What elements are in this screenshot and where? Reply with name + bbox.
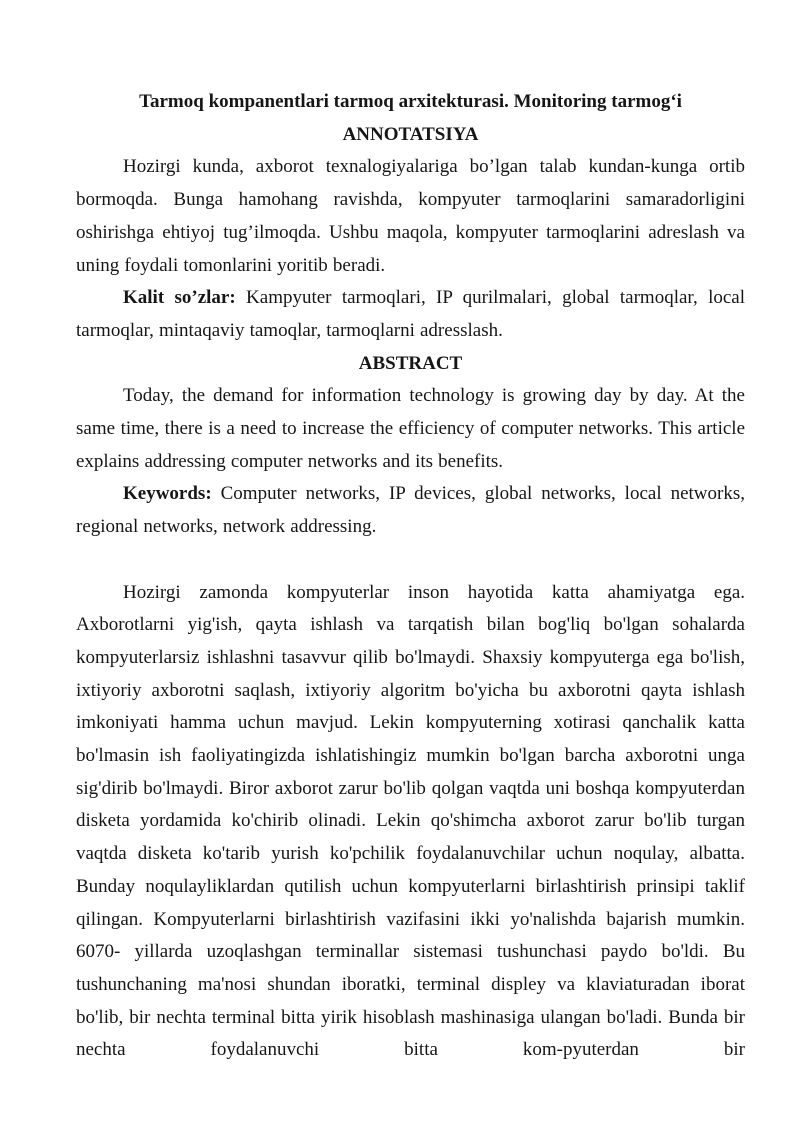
keywords-text: Computer networks, IP devices, global networks, local networks, regional networks, network addressing. [76,483,745,538]
kalit-sozlar-text: Kampyuter tarmoqlari, IP qurilmalari, global tarmoqlar, local tarmoqlar, mintaqaviy tamoqlar, tarmoqlarni adresslash. [76,287,745,341]
kalit-sozlar-label: Kalit so’zlar: [123,287,236,309]
document-title: Tarmoq kompanentlari tarmoq arxitekturasi. Monitoring tarmog‘i [139,91,682,112]
kalit-sozlar-paragraph [76,282,745,347]
keywords-paragraph [76,478,745,543]
abstract-heading: ABSTRACT [358,352,463,374]
annotatsiya-paragraph: Hozirgi kunda, axborot texnalogiyalariga bo’lgan talab kundan-kunga ortib bormoqda. Bunga hamohang ravishda, kompyuter tarmoqlarini samaradorligini oshirishga ehtiyoj tug’ilmoqda. Ushbu maqola, kompyuter tarmoqlarini adreslash va uning foydali tomonlarini yoritib beradi. [76,156,745,276]
keywords-label: Keywords: [123,483,212,505]
abstract-paragraph: Today, the demand for information technology is growing day by day. At the same time, there is a need to increase the efficiency of computer networks. This article explains addressing computer networks and its benefits. [76,385,745,472]
annotatsiya-heading: ANNOTATSIYA [342,123,479,145]
body-paragraph: Hozirgi zamonda kompyuterlar inson hayotida katta ahamiyatga ega. Axborotlarni yig'ish, qayta ishlash va tarqatish bilan bog'liq bo'lgan sohalarda kompyuterlarsiz ishlashni tasavvur qilib bo'lmaydi. Shaxsiy kompyuterga ega bo'lish, ixtiyoriy axborotni saqlash, ixtiyoriy algoritm bo'yicha bu axborotni qayta ishlash imkoniyati hamma uchun mavjud. Lekin kompyuterning xotirasi qanchalik katta bo'lmasin ish faoliyatingizda ishlatishingiz mumkin bo'lgan barcha axborotni unga sig'dirib bo'lmaydi. Biror axborot zarur bo'lib qolgan vaqtda uni boshqa kompyuterdan disketa yordamida ko'chirib olinadi. Lekin qo'shimcha axborot zarur bo'lib turgan vaqtda disketa ko'tarib yurish ko'pchilik foydalanuvchilar uchun noqulay, albatta. Bunday noqulayliklardan qutilish uchun kompyuterlarni birlashtirish prinsipi taklif qilingan. Kompyuterlarni birlashtirish vazifasini ikki yo'nalishda bajarish mumkin. 6070- yillarda uzoqlashgan terminallar sistemasi tushunchasi paydo bo'ldi. Bu tushunchaning ma'nosi shundan iboratki, terminal displey va klaviaturadan iborat bo'lib, bir nechta terminal bitta yirik hisoblash mashinasiga ulangan bo'ladi. Bunda bir nechta foydalanuvchi bitta kom-pyuterdan bir [76,581,745,1061]
